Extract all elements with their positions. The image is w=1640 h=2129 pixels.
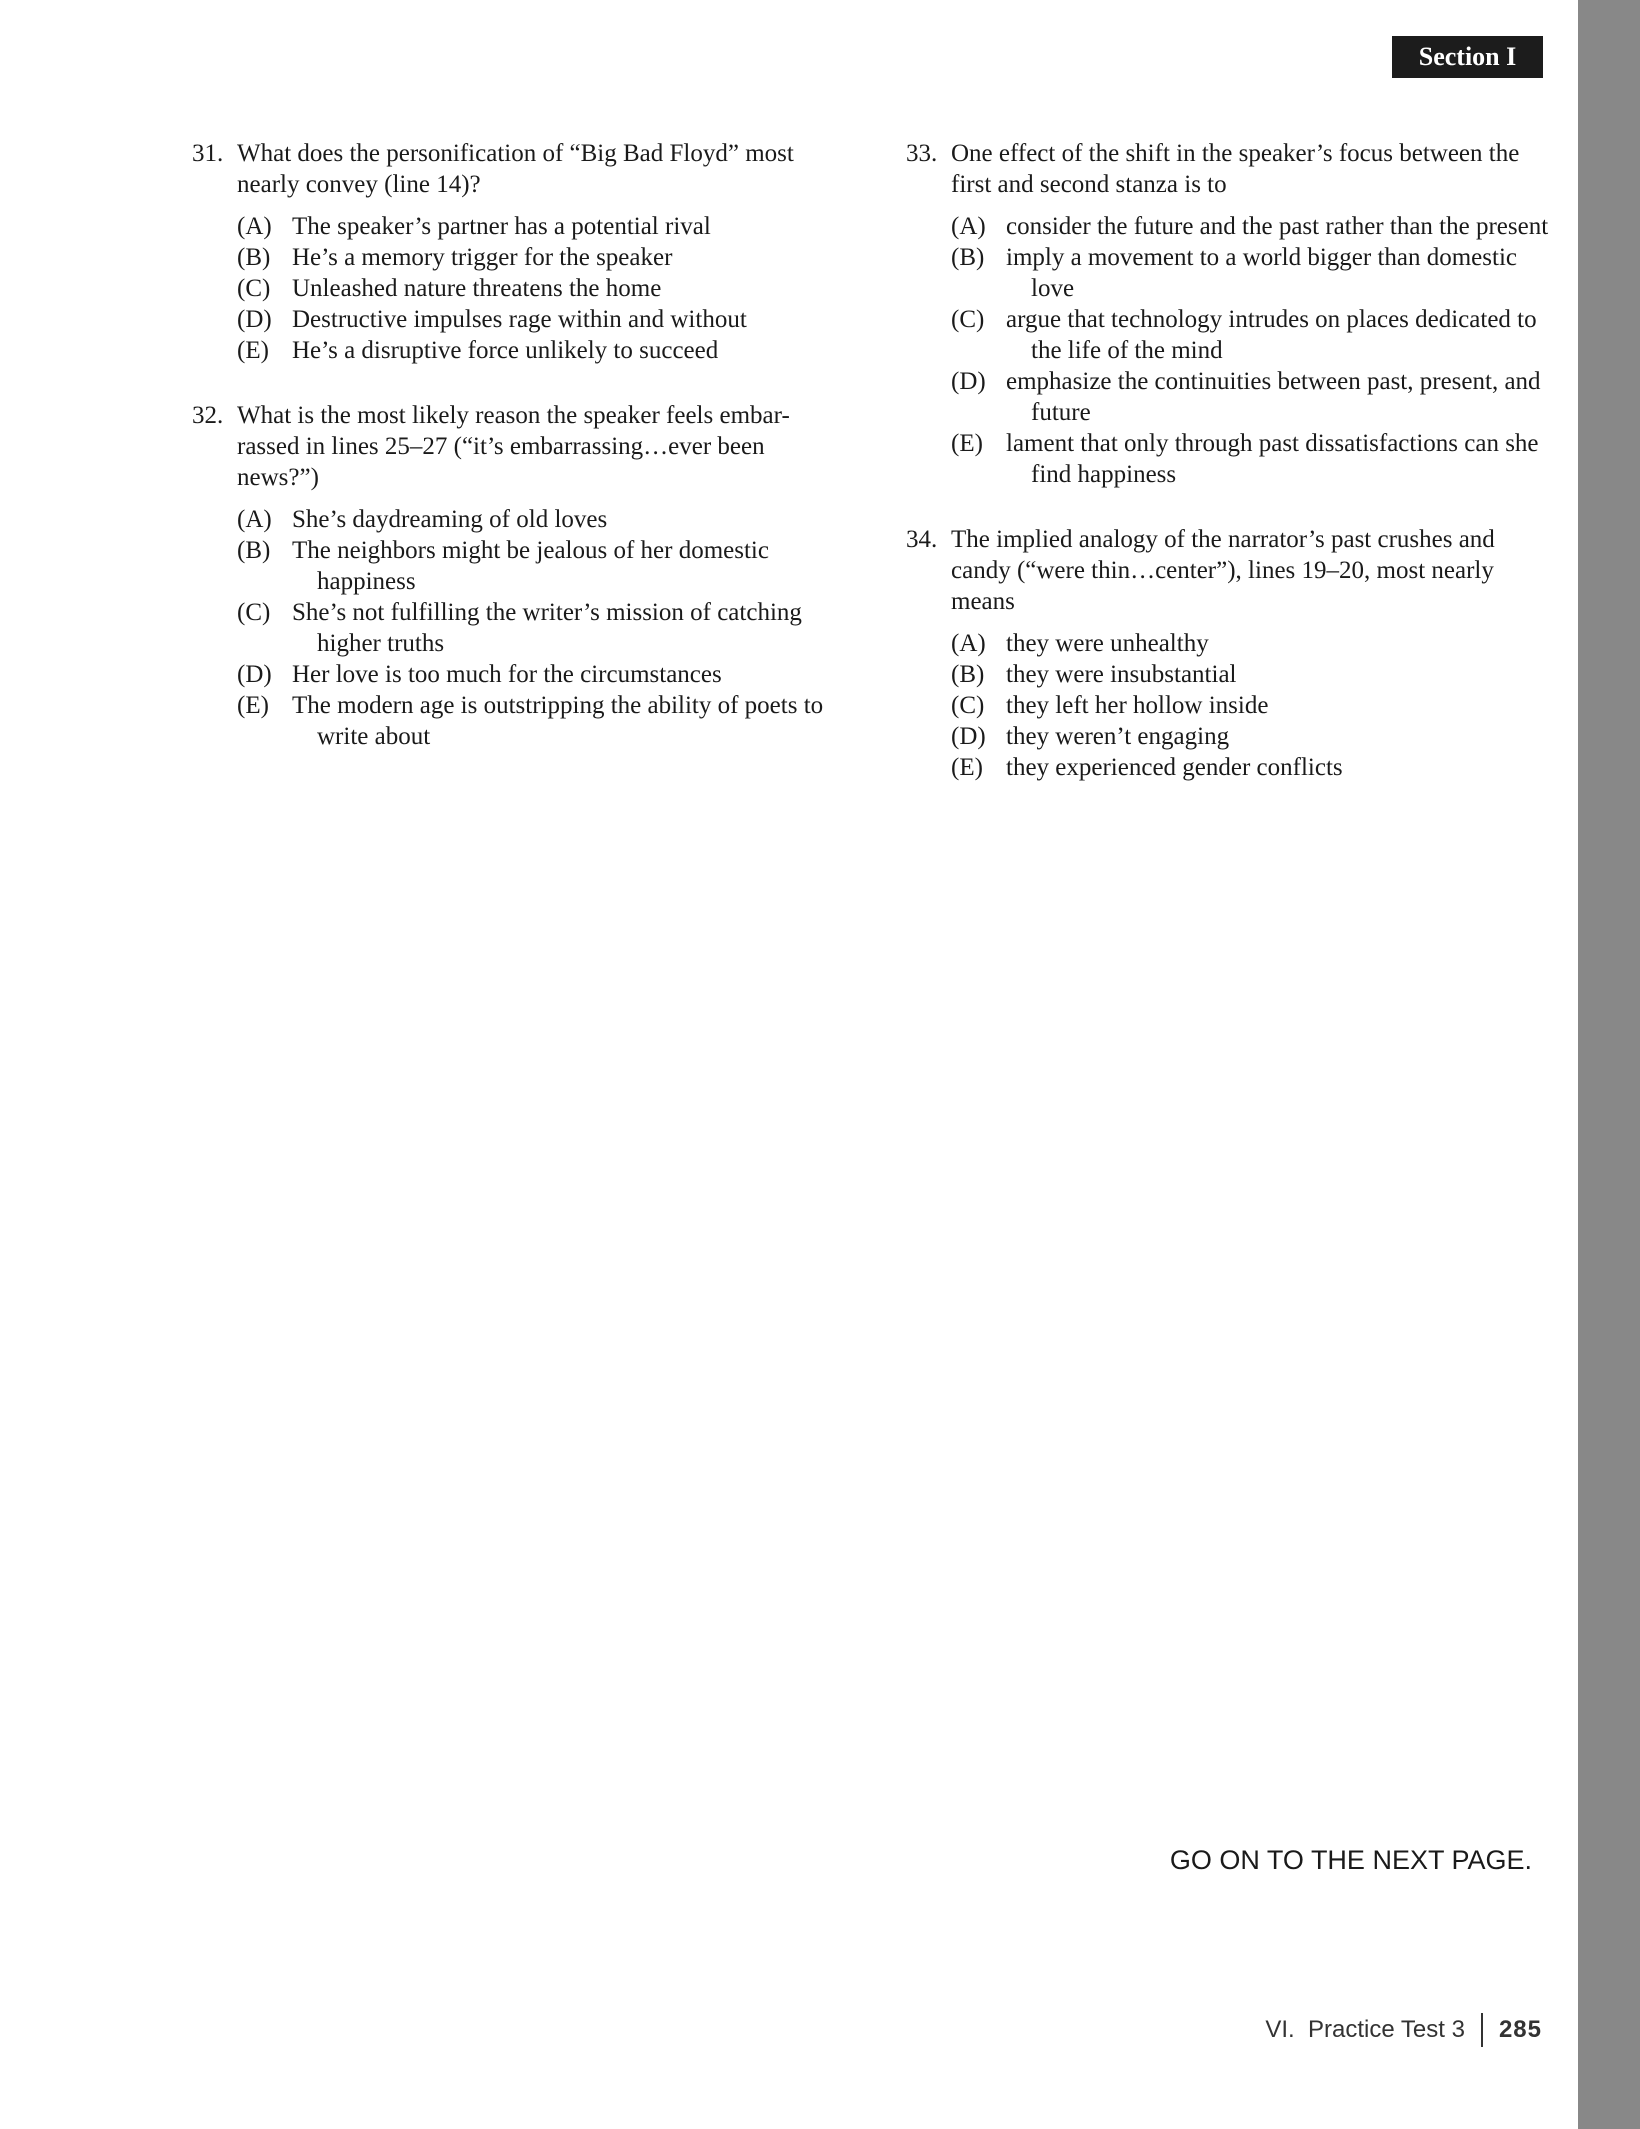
choice-text: He’s a disruptive force unlikely to succeed [292,337,719,364]
answer-choice [237,211,842,242]
question-32 [192,400,842,752]
question-number: 33. [906,140,938,167]
question-text: What is the most likely reason the speaker feels embar-rassed in lines 25–27 (“it’s embarrassing…ever been news?”) [237,402,790,491]
choice-letter: (B) [237,537,271,564]
answer-choices [192,504,842,752]
chapter-label: VI. Practice Test 3 [1265,2016,1465,2043]
choice-letter: (D) [951,368,986,395]
choice-text: She’s not fulfilling the writer’s mission of catching higher truths [292,599,802,657]
question-number: 34. [906,526,938,553]
answer-choices [906,628,1556,783]
choice-letter: (B) [951,244,985,271]
answer-choice [237,304,842,335]
choice-text: they were unhealthy [1006,630,1209,657]
section-label: Section I [1392,36,1543,78]
question-text: The implied analogy of the narrator’s past crushes and candy (“were thin…center”), lines 19–20, most nearly means [951,526,1495,615]
answer-choice [951,752,1556,783]
choice-letter: (A) [951,630,986,657]
answer-choice [951,628,1556,659]
choice-text: imply a movement to a world bigger than domestic love [1006,244,1517,302]
choice-letter: (D) [237,661,272,688]
choice-text: emphasize the continuities between past, present, and future [1006,368,1541,426]
choice-text: lament that only through past dissatisfactions can she find happiness [1006,430,1539,488]
question-34 [906,524,1556,783]
answer-choice [951,211,1556,242]
choice-text: they weren’t engaging [1006,723,1230,750]
choice-text: they left her hollow inside [1006,692,1269,719]
answer-choices [192,211,842,366]
answer-choice [951,690,1556,721]
answer-choice [237,504,842,535]
question-stem [192,138,842,200]
footer-divider [1481,2013,1483,2047]
choice-letter: (D) [237,306,272,333]
left-column [192,138,842,786]
question-31 [192,138,842,366]
answer-choice [951,242,1556,304]
choice-letter: (E) [237,692,269,719]
answer-choices [906,211,1556,490]
question-33 [906,138,1556,490]
choice-text: consider the future and the past rather than the present [1006,213,1549,240]
page-footer [1100,2010,1542,2050]
answer-choice [237,273,842,304]
question-text: One effect of the shift in the speaker’s focus between the first and second stanza is to [951,140,1520,198]
choice-letter: (A) [951,213,986,240]
answer-choice [237,597,842,659]
choice-text: He’s a memory trigger for the speaker [292,244,673,271]
question-text: What does the personification of “Big Bad Floyd” most nearly convey (line 14)? [237,140,794,198]
choice-text: they experienced gender conflicts [1006,754,1343,781]
choice-letter: (E) [237,337,269,364]
choice-letter: (A) [237,506,272,533]
answer-choice [237,242,842,273]
question-stem [906,138,1556,200]
choice-letter: (C) [951,306,985,333]
choice-letter: (A) [237,213,272,240]
answer-choice [951,366,1556,428]
choice-letter: (E) [951,754,983,781]
choice-letter: (B) [951,661,985,688]
choice-text: The speaker’s partner has a potential rival [292,213,711,240]
choice-text: The neighbors might be jealous of her domestic happiness [292,537,769,595]
answer-choice [237,690,842,752]
page-edge-bar [1578,0,1640,2129]
answer-choice [237,335,842,366]
choice-letter: (D) [951,723,986,750]
choice-letter: (E) [951,430,983,457]
question-stem [192,400,842,493]
page-number: 285 [1498,2016,1542,2043]
choice-letter: (B) [237,244,271,271]
choice-text: She’s daydreaming of old loves [292,506,608,533]
choice-text: Destructive impulses rage within and without [292,306,747,333]
answer-choice [951,721,1556,752]
choice-letter: (C) [951,692,985,719]
answer-choice [951,659,1556,690]
answer-choice [237,535,842,597]
choice-text: argue that technology intrudes on places dedicated to the life of the mind [1006,306,1537,364]
choice-text: Unleashed nature threatens the home [292,275,662,302]
right-column [906,138,1556,817]
choice-text: The modern age is outstripping the ability of poets to write about [292,692,824,750]
question-stem [906,524,1556,617]
choice-letter: (C) [237,599,271,626]
choice-text: they were insubstantial [1006,661,1237,688]
answer-choice [951,428,1556,490]
answer-choice [951,304,1556,366]
choice-text: Her love is too much for the circumstances [292,661,722,688]
question-number: 32. [192,402,224,429]
go-on-notice: GO ON TO THE NEXT PAGE. [1169,1845,1532,1875]
answer-choice [237,659,842,690]
choice-letter: (C) [237,275,271,302]
question-number: 31. [192,140,224,167]
